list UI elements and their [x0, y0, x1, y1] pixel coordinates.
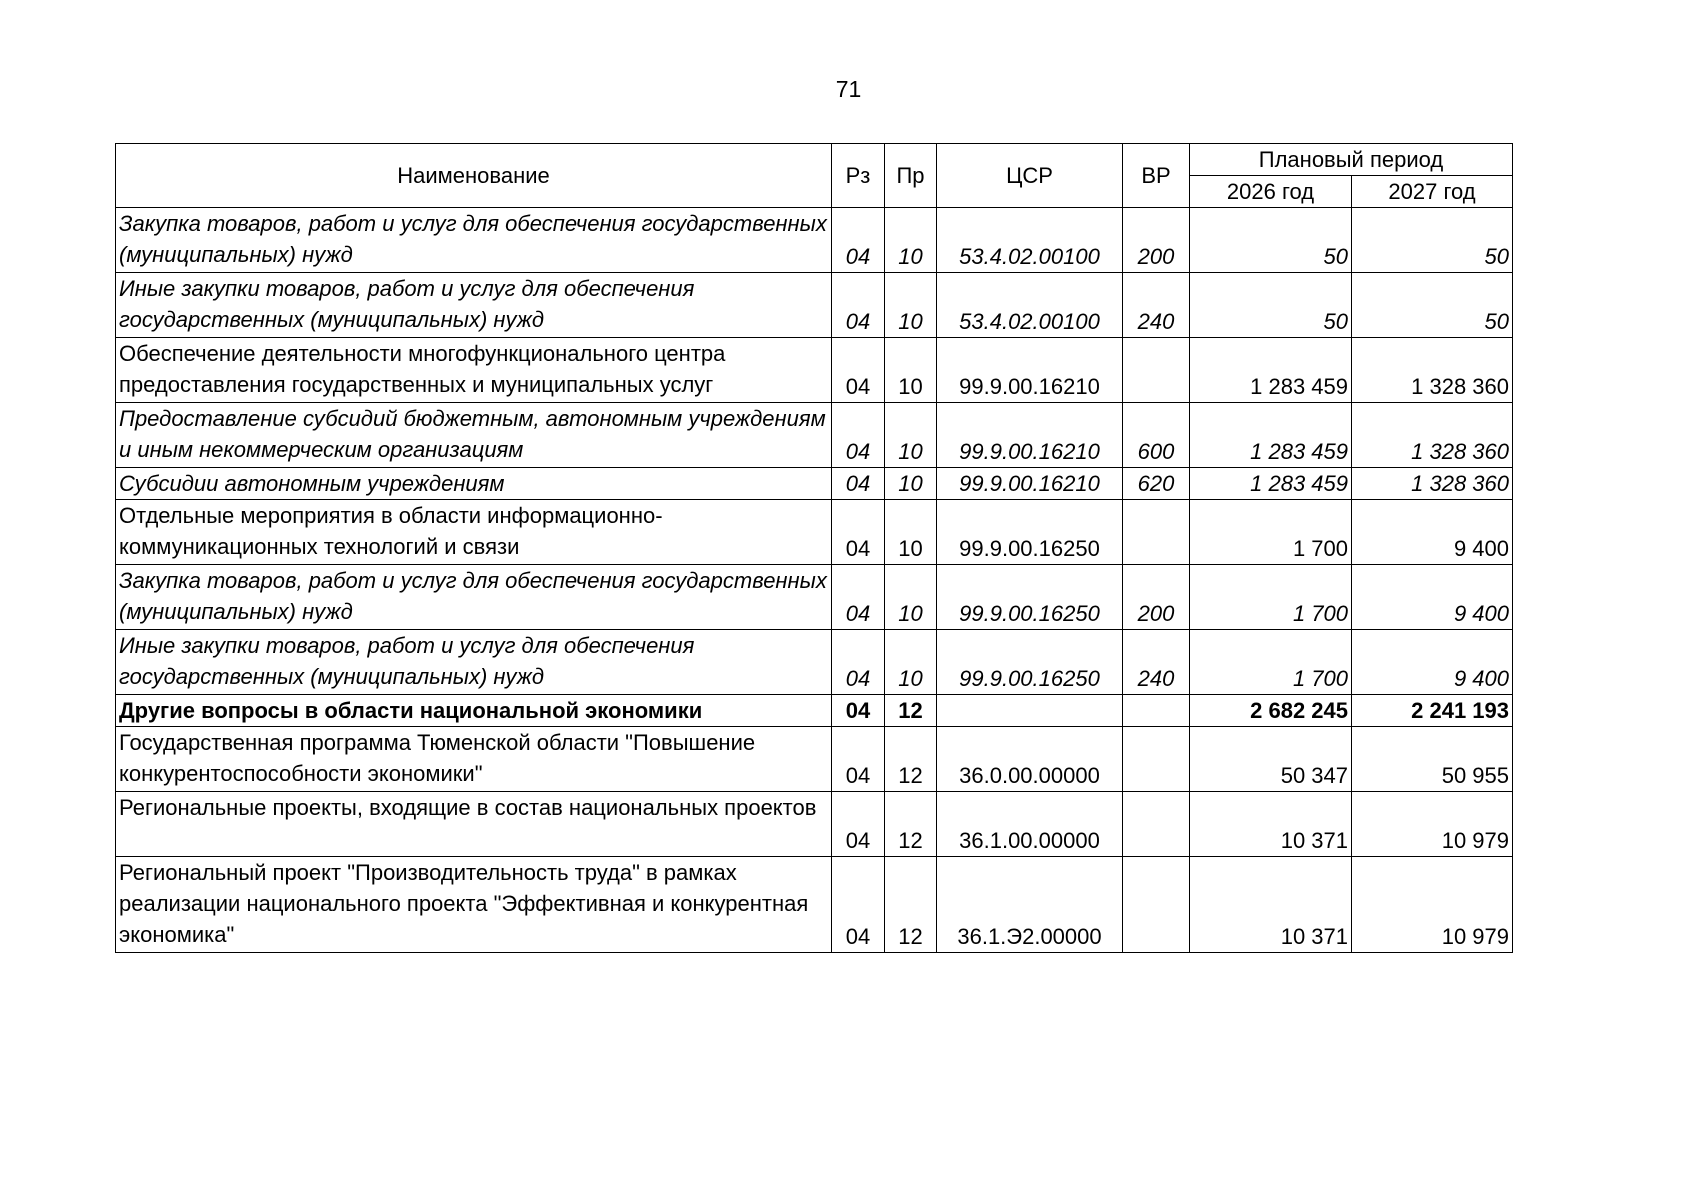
header-planning-period: Плановый период	[1190, 144, 1513, 176]
row-vr: 620	[1123, 468, 1190, 500]
row-rz: 04	[832, 338, 885, 403]
row-csr: 99.9.00.16210	[937, 468, 1123, 500]
row-rz: 04	[832, 468, 885, 500]
table-row	[116, 208, 1513, 273]
row-amount-2026: 1 700	[1190, 500, 1352, 565]
table-header	[116, 144, 1513, 208]
row-csr: 36.0.00.00000	[937, 727, 1123, 792]
row-pr: 12	[885, 695, 937, 727]
row-pr: 12	[885, 727, 937, 792]
row-pr: 10	[885, 208, 937, 273]
table-row	[116, 468, 1513, 500]
row-rz: 04	[832, 403, 885, 468]
row-rz: 04	[832, 630, 885, 695]
row-name: Государственная программа Тюменской области "Повышение конкурентоспособности экономики"	[116, 727, 832, 792]
row-vr	[1123, 857, 1190, 953]
row-pr: 10	[885, 468, 937, 500]
row-name: Обеспечение деятельности многофункционального центра предоставления государственных и муниципальных услуг	[116, 338, 832, 403]
row-rz: 04	[832, 565, 885, 630]
row-rz: 04	[832, 727, 885, 792]
row-csr: 99.9.00.16250	[937, 565, 1123, 630]
table-row	[116, 403, 1513, 468]
row-rz: 04	[832, 273, 885, 338]
table-row	[116, 695, 1513, 727]
row-rz: 04	[832, 500, 885, 565]
row-vr: 600	[1123, 403, 1190, 468]
row-pr: 10	[885, 630, 937, 695]
row-amount-2027: 50	[1352, 208, 1513, 273]
row-pr: 10	[885, 273, 937, 338]
row-vr: 200	[1123, 208, 1190, 273]
header-year-2027: 2027 год	[1352, 176, 1513, 208]
row-pr: 12	[885, 792, 937, 857]
row-name: Региональные проекты, входящие в состав национальных проектов	[116, 792, 832, 857]
row-name: Субсидии автономным учреждениям	[116, 468, 832, 500]
row-amount-2026: 1 700	[1190, 630, 1352, 695]
row-csr: 99.9.00.16250	[937, 500, 1123, 565]
row-amount-2026: 10 371	[1190, 857, 1352, 953]
table-row	[116, 857, 1513, 953]
row-rz: 04	[832, 208, 885, 273]
row-csr: 99.9.00.16250	[937, 630, 1123, 695]
row-name: Другие вопросы в области национальной экономики	[116, 695, 832, 727]
row-rz: 04	[832, 857, 885, 953]
row-rz: 04	[832, 792, 885, 857]
row-pr: 10	[885, 565, 937, 630]
row-vr	[1123, 695, 1190, 727]
row-amount-2026: 2 682 245	[1190, 695, 1352, 727]
row-csr: 99.9.00.16210	[937, 338, 1123, 403]
row-rz: 04	[832, 695, 885, 727]
row-name: Иные закупки товаров, работ и услуг для обеспечения государственных (муниципальных) нужд	[116, 630, 832, 695]
row-amount-2026: 50	[1190, 273, 1352, 338]
header-name: Наименование	[116, 144, 832, 208]
row-csr: 36.1.Э2.00000	[937, 857, 1123, 953]
row-amount-2026: 10 371	[1190, 792, 1352, 857]
row-amount-2027: 10 979	[1352, 857, 1513, 953]
row-amount-2027: 50	[1352, 273, 1513, 338]
row-name: Закупка товаров, работ и услуг для обеспечения государственных (муниципальных) нужд	[116, 208, 832, 273]
table-row	[116, 273, 1513, 338]
row-amount-2027: 50 955	[1352, 727, 1513, 792]
row-amount-2027: 9 400	[1352, 500, 1513, 565]
row-vr: 200	[1123, 565, 1190, 630]
row-amount-2027: 9 400	[1352, 565, 1513, 630]
table-row	[116, 500, 1513, 565]
row-name: Иные закупки товаров, работ и услуг для обеспечения государственных (муниципальных) нужд	[116, 273, 832, 338]
row-amount-2027: 10 979	[1352, 792, 1513, 857]
table-row	[116, 630, 1513, 695]
header-pr: Пр	[885, 144, 937, 208]
row-vr: 240	[1123, 273, 1190, 338]
row-vr	[1123, 727, 1190, 792]
row-vr: 240	[1123, 630, 1190, 695]
table-row	[116, 565, 1513, 630]
row-csr: 99.9.00.16210	[937, 403, 1123, 468]
row-pr: 10	[885, 403, 937, 468]
row-amount-2027: 9 400	[1352, 630, 1513, 695]
row-name: Предоставление субсидий бюджетным, автономным учреждениям и иным некоммерческим организациям	[116, 403, 832, 468]
row-amount-2027: 1 328 360	[1352, 403, 1513, 468]
row-vr	[1123, 792, 1190, 857]
row-csr: 36.1.00.00000	[937, 792, 1123, 857]
budget-table	[115, 143, 1513, 953]
row-amount-2027: 1 328 360	[1352, 338, 1513, 403]
row-pr: 10	[885, 500, 937, 565]
row-csr: 53.4.02.00100	[937, 208, 1123, 273]
table-row	[116, 727, 1513, 792]
table-body	[116, 208, 1513, 953]
row-amount-2026: 50 347	[1190, 727, 1352, 792]
page-number: 71	[835, 76, 862, 102]
row-csr: 53.4.02.00100	[937, 273, 1123, 338]
row-vr	[1123, 338, 1190, 403]
row-amount-2026: 1 283 459	[1190, 468, 1352, 500]
row-name: Региональный проект "Производительность труда" в рамках реализации национального проекта "Эффективная и конкурентная экономика"	[116, 857, 832, 953]
row-amount-2026: 1 700	[1190, 565, 1352, 630]
header-rz: Рз	[832, 144, 885, 208]
row-amount-2027: 1 328 360	[1352, 468, 1513, 500]
row-pr: 12	[885, 857, 937, 953]
row-name: Закупка товаров, работ и услуг для обеспечения государственных (муниципальных) нужд	[116, 565, 832, 630]
header-vr: ВР	[1123, 144, 1190, 208]
row-amount-2027: 2 241 193	[1352, 695, 1513, 727]
row-amount-2026: 1 283 459	[1190, 403, 1352, 468]
row-csr	[937, 695, 1123, 727]
row-amount-2026: 50	[1190, 208, 1352, 273]
table-row	[116, 338, 1513, 403]
row-vr	[1123, 500, 1190, 565]
row-pr: 10	[885, 338, 937, 403]
header-year-2026: 2026 год	[1190, 176, 1352, 208]
row-name: Отдельные мероприятия в области информационно-коммуникационных технологий и связи	[116, 500, 832, 565]
header-csr: ЦСР	[937, 144, 1123, 208]
row-amount-2026: 1 283 459	[1190, 338, 1352, 403]
table-row	[116, 792, 1513, 857]
